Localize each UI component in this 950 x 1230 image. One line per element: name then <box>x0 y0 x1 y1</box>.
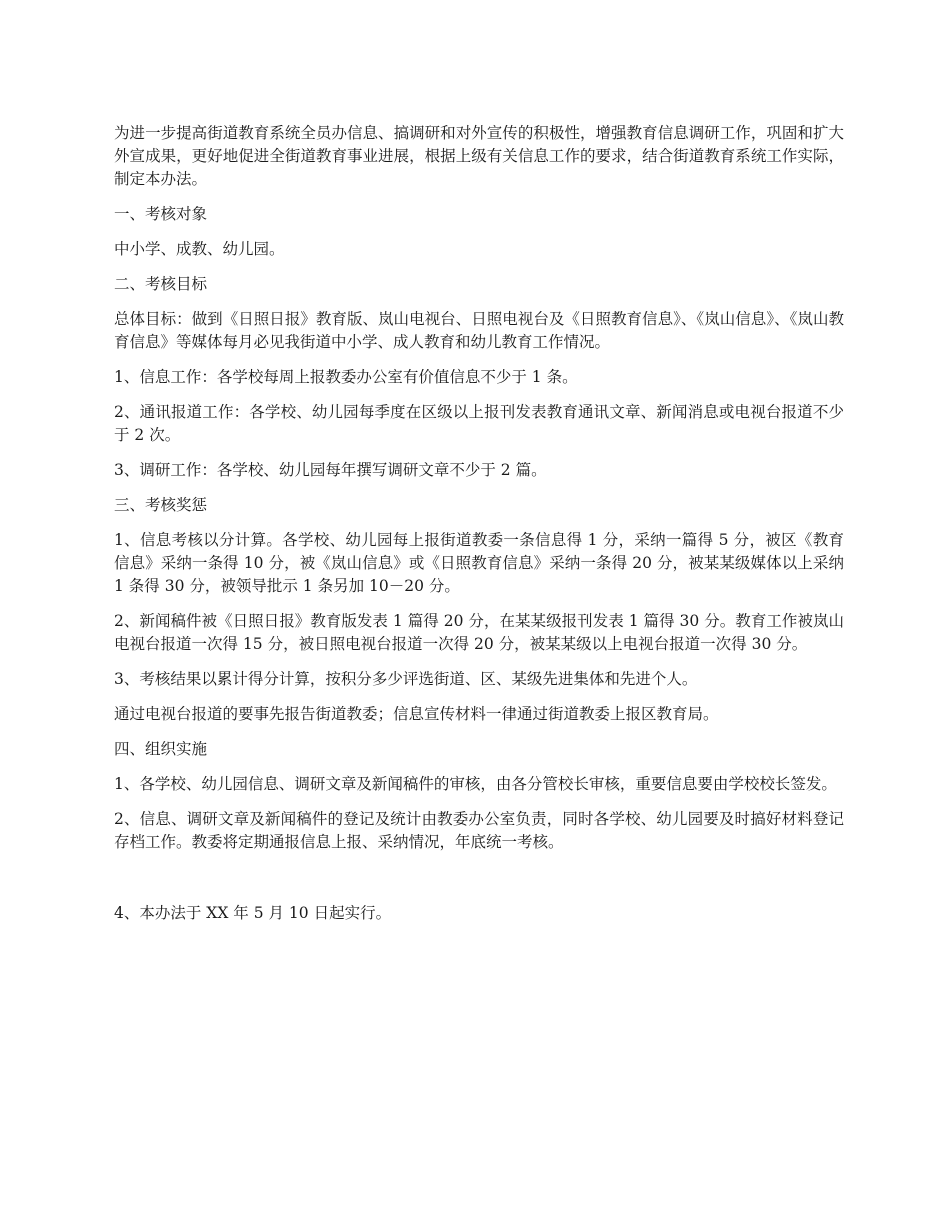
section3-note: 通过电视台报道的要事先报告街道教委；信息宣传材料一律通过街道教委上报区教育局。 <box>114 705 719 723</box>
section2-item-2: 2、通讯报道工作：各学校、幼儿园每季度在区级以上报刊发表教育通讯文章、新闻消息或电视台报道不少于 2 次。 <box>114 403 844 444</box>
section1-title: 一、考核对象 <box>114 205 208 223</box>
section1-body: 中小学、成教、幼儿园。 <box>114 240 285 258</box>
section2-goal: 总体目标：做到《日照日报》教育版、岚山电视台、日照电视台及《日照教育信息》、《岚山信息》、《岚山教育信息》等媒体每月必见我街道中小学、成人教育和幼儿教育工作情况。 <box>114 310 844 351</box>
intro-paragraph: 为进一步提高街道教育系统全员办信息、搞调研和对外宣传的积极性，增强教育信息调研工作，巩固和扩大外宣成果，更好地促进全街道教育事业进展，根据上级有关信息工作的要求，结合街道教育系统工作实际，制定本办法。 <box>114 124 844 188</box>
document-page <box>114 122 844 937</box>
section2-item-1: 1、信息工作：各学校每周上报教委办公室有价值信息不少于 1 条。 <box>114 368 578 386</box>
section3-title: 三、考核奖惩 <box>114 496 208 514</box>
section3-item-3: 3、考核结果以累计得分计算，按积分多少评选街道、区、某级先进集体和先进个人。 <box>114 670 698 688</box>
section3-item-1: 1、信息考核以分计算。各学校、幼儿园每上报街道教委一条信息得 1 分，采纳一篇得 5 分，被区《教育信息》采纳一条得 10 分，被《岚山信息》或《日照教育信息》采纳一条得 20 分，被某某级媒体以上采纳 1 条得 30 分，被领导批示 1 条另加 10－20 分。 <box>114 531 844 595</box>
section4-title: 四、组织实施 <box>114 740 208 758</box>
section2-item-3: 3、调研工作：各学校、幼儿园每年撰写调研文章不少于 2 篇。 <box>114 461 547 479</box>
section2-title: 二、考核目标 <box>114 275 208 293</box>
blank-gap <box>114 866 844 902</box>
section4-item-4: 4、本办法于 XX 年 5 月 10 日起实行。 <box>114 904 392 922</box>
section4-item-2: 2、信息、调研文章及新闻稿件的登记及统计由教委办公室负责，同时各学校、幼儿园要及时搞好材料登记存档工作。教委将定期通报信息上报、采纳情况，年底统一考核。 <box>114 810 844 851</box>
section4-item-1: 1、各学校、幼儿园信息、调研文章及新闻稿件的审核，由各分管校长审核，重要信息要由学校校长签发。 <box>114 775 837 793</box>
section3-item-2: 2、新闻稿件被《日照日报》教育版发表 1 篇得 20 分，在某某级报刊发表 1 篇得 30 分。教育工作被岚山电视台报道一次得 15 分，被日照电视台报道一次得 20 分，被某某级以上电视台报道一次得 30 分。 <box>114 612 844 653</box>
